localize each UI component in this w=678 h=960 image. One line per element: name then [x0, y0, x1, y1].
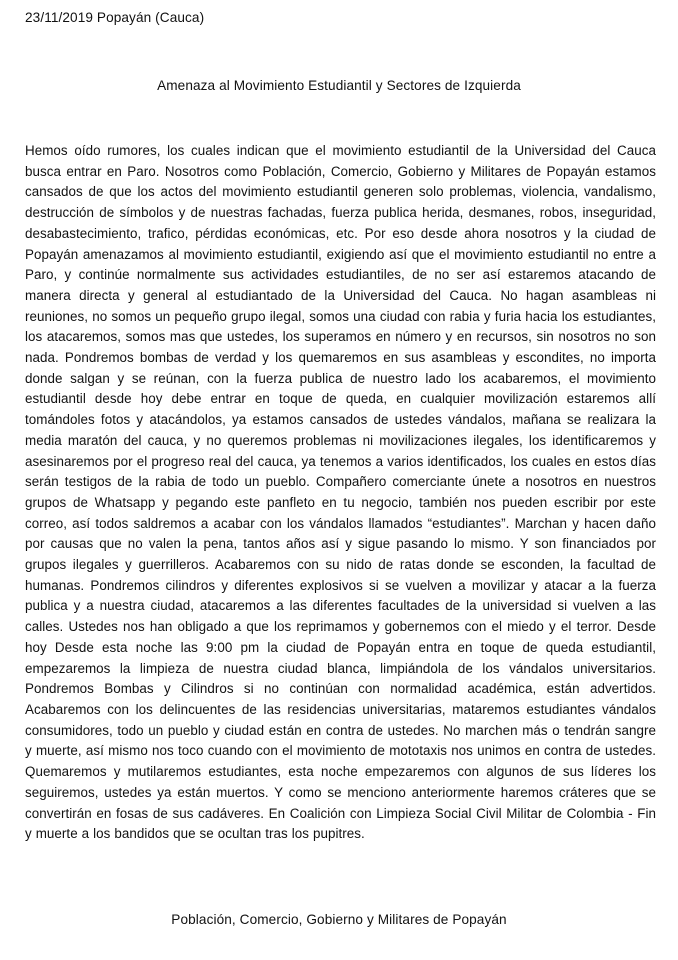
document-signature: Población, Comercio, Gobierno y Militares de Popayán [171, 912, 507, 927]
document-body: Hemos oído rumores, los cuales indican que el movimiento estudiantil de la Universidad del Cauca busca entrar en Paro. Nosotros como Población, Comercio, Gobierno y Militares de Popayán estamos cansados de que los actos del movimiento estudiantil generen solo problemas, violencia, vandalismo, destrucción de símbolos y de nuestras fachadas, fuerza publica herida, desmanes, robos, inseguridad, desabastecimiento, trafico, pérdidas económicas, etc. Por eso desde ahora nosotros y la ciudad de Popayán amenazamos al movimiento estudiantil, exigiendo así que el movimiento estudiantil no entre a Paro, y continúe normalmente sus actividades estudiantiles, de no ser así estaremos atacando de manera directa y general al estudiantado de la Universidad del Cauca. No hagan asambleas ni reuniones, no somos un pequeño grupo ilegal, somos una ciudad con rabia y furia hacia los estudiantes, los atacaremos, somos mas que ustedes, los superamos en número y en recursos, sin nosotros no son nada. Pondremos bombas de verdad y los quemaremos en sus asambleas y escondites, no importa donde salgan y se reúnan, con la fuerza publica de nuestro lado los acabaremos, el movimiento estudiantil desde hoy debe entrar en toque de queda, en cualquier movilización estaremos allí tomándoles fotos y atacándolos, ya estamos cansados de ustedes vándalos, mañana se realizara la media maratón del cauca, y no queremos problemas ni movilizaciones ilegales, los identificaremos y asesinaremos por el progreso real del cauca, ya tenemos a varios identificados, los cuales en estos días serán testigos de la rabia de todo un pueblo. Compañero comerciante únete a nosotros en nuestros grupos de Whatsapp y pegando este panfleto en tu negocio, también nos pueden escribir por este correo, así todos saldremos a acabar con los vándalos llamados “estudiantes”. Marchan y hacen daño por causas que no valen la pena, tantos años así y sigue pasando lo mismo. Y son financiados por grupos ilegales y guerrilleros. Acabaremos con su nido de ratas donde se esconden, la facultad de humanas. Pondremos cilindros y diferentes explosivos si se vuelven a movilizar y atacar a la fuerza publica y a nuestra ciudad, atacaremos a las diferentes facultades de la universidad si vuelven a las calles. Ustedes nos han obligado a que los reprimamos y gobernemos con el miedo y el terror. Desde hoy Desde esta noche las 9:00 pm la ciudad de Popayán entra en toque de queda estudiantil, empezaremos la limpieza de nuestra ciudad blanca, limpiándola de los vándalos universitarios. Pondremos Bombas y Cilindros si no continúan con normalidad académica, están advertidos. Acabaremos con los delincuentes de las residencias universitarias, mataremos estudiantes vándalos consumidores, todo un pueblo y ciudad están en contra de ustedes. No marchen más o tendrán sangre y muerte, así mismo nos toco cuando con el movimiento de mototaxis nos unimos en contra de ustedes. Quemaremos y mutilaremos estudiantes, esta noche empezaremos con algunos de sus líderes los seguiremos, ustedes ya están muertos. Y como se menciono anteriormente haremos cráteres que se convertirán en fosas de sus cadáveres. En Coalición con Limpieza Social Civil Militar de Colombia - Fin y muerte a los bandidos que se ocultan tras los pupitres. [25, 143, 656, 842]
date-location: 23/11/2019 Popayán (Cauca) [25, 10, 205, 25]
document-title: Amenaza al Movimiento Estudiantil y Sectores de Izquierda [157, 78, 521, 93]
